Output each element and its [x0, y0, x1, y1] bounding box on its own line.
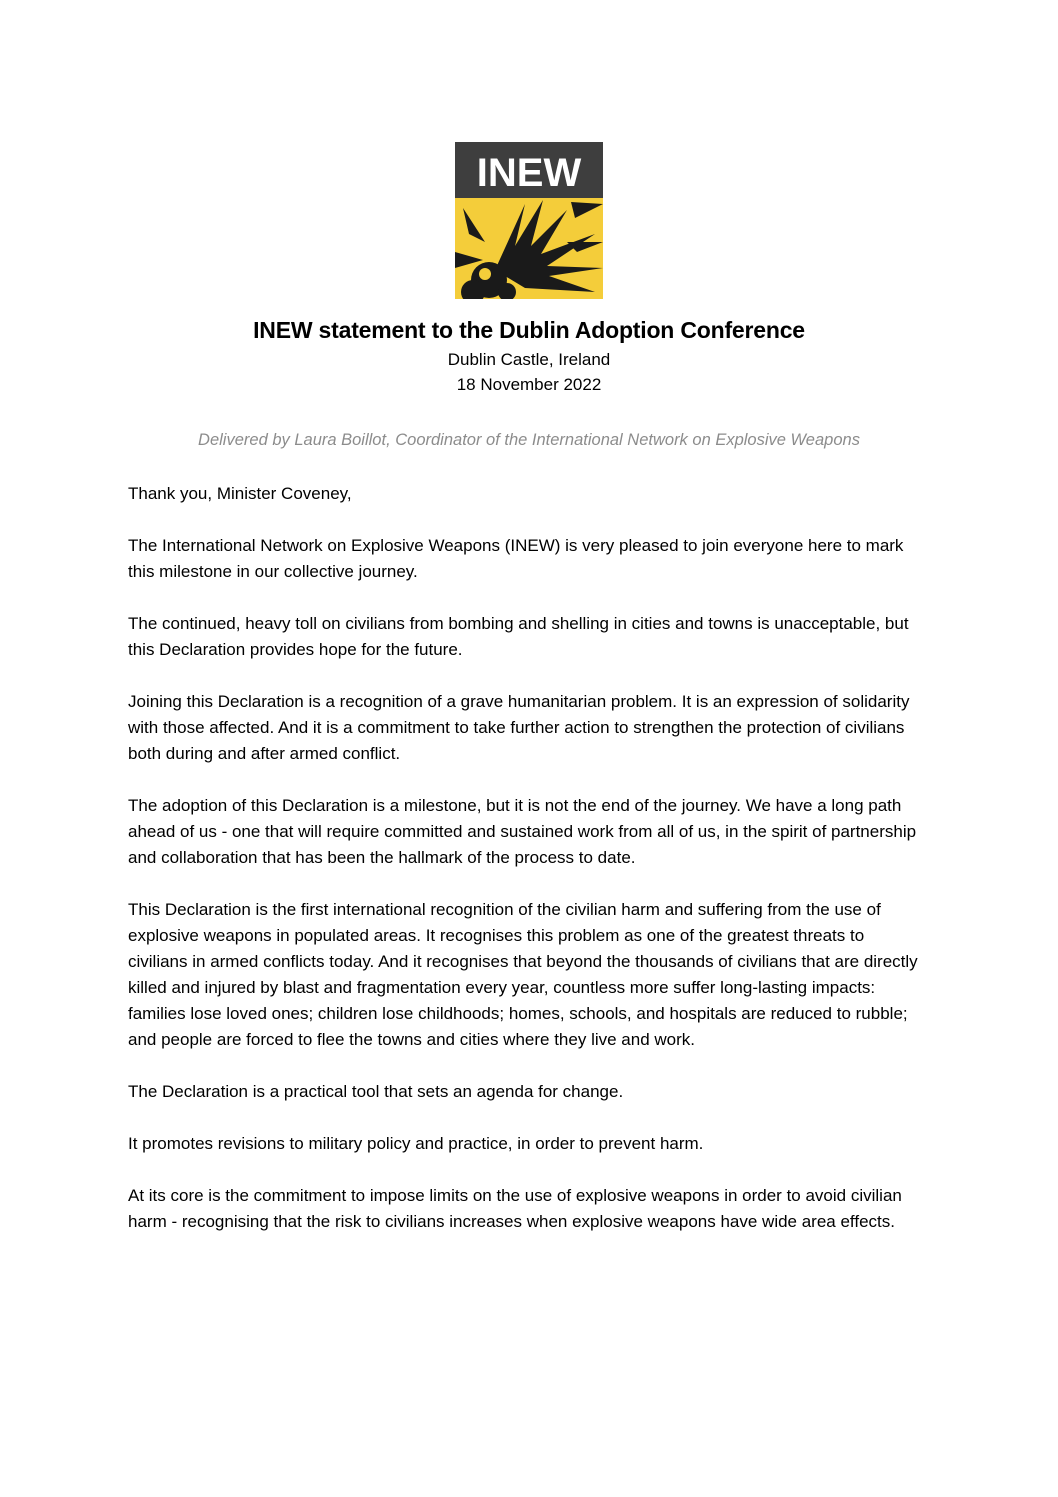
paragraph: The adoption of this Declaration is a milestone, but it is not the end of the journey. We have a long path ahead of us - one that will require committed and sustained work from all of us, in the spirit of partnership and collaboration that has been the hallmark of the process to date. [128, 796, 917, 867]
statement-body [128, 481, 928, 1261]
inew-logo [455, 142, 603, 299]
paragraph: At its core is the commitment to impose limits on the use of explosive weapons in order to avoid civilian harm - recognising that the risk to civilians increases when explosive weapons have wide area effects. [128, 1186, 902, 1231]
document-header [0, 313, 1058, 397]
logo-text: INEW [476, 151, 582, 195]
paragraph: It promotes revisions to military policy and practice, in order to prevent harm. [128, 1134, 704, 1153]
paragraph: The continued, heavy toll on civilians from bombing and shelling in cities and towns is unacceptable, but this Declaration provides hope for the future. [128, 614, 909, 659]
date: 18 November 2022 [456, 375, 602, 394]
paragraph: The International Network on Explosive Weapons (INEW) is very pleased to join everyone here to mark this milestone in our collective journey. [128, 536, 904, 581]
paragraph: Thank you, Minister Coveney, [128, 484, 352, 503]
explosion-logo-icon [455, 142, 603, 299]
document-title: INEW statement to the Dublin Adoption Conference [253, 317, 805, 343]
paragraph: The Declaration is a practical tool that sets an agenda for change. [128, 1082, 624, 1101]
paragraph: This Declaration is the first international recognition of the civilian harm and suffering from the use of explosive weapons in populated areas. It recognises this problem as one of the greatest threats to civilians in armed conflicts today. And it recognises that beyond the thousands of civilians that are directly killed and injured by blast and fragmentation every year, countless more suffer long-lasting impacts: families lose loved ones; children lose childhoods; homes, schools, and hospitals are reduced to rubble; and people are forced to flee the towns and cities where they live and work. [128, 900, 918, 1049]
location: Dublin Castle, Ireland [447, 350, 611, 369]
byline: Delivered by Laura Boillot, Coordinator of the International Network on Explosive Weapons [198, 431, 860, 449]
paragraph: Joining this Declaration is a recognition of a grave humanitarian problem. It is an expression of solidarity with those affected. And it is a commitment to take further action to strengthen the protection of civilians both during and after armed conflict. [128, 692, 910, 763]
